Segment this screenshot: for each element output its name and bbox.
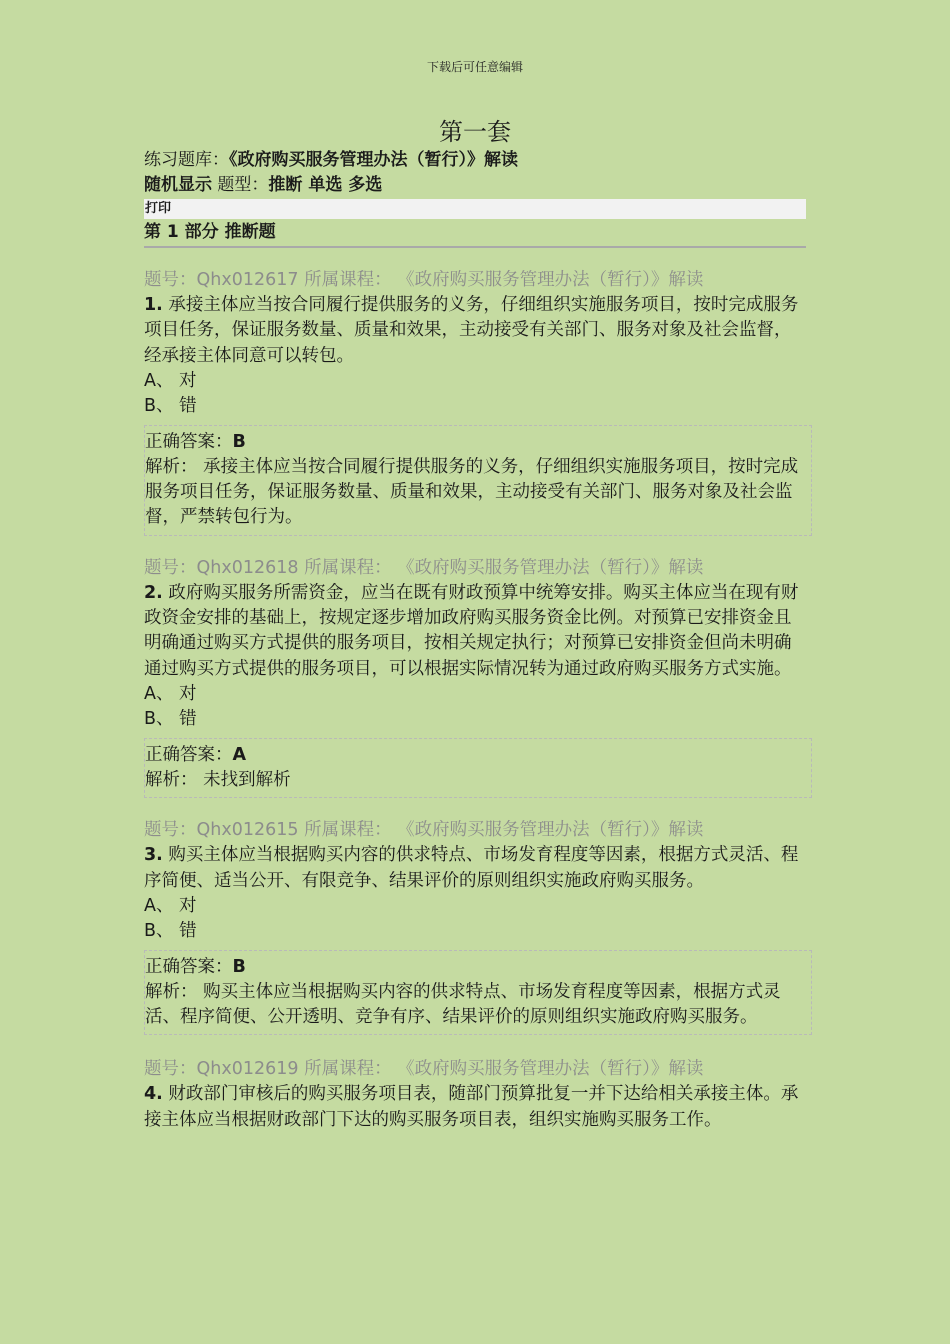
random-mode-link[interactable]: 随机显示 xyxy=(144,175,212,195)
question-body: 承接主体应当按合同履行提供服务的义务，仔细组织实施服务项目，按时完成服务项目任务，保证服务数量、质量和效果，主动接受有关部门、服务对象及社会监督，经承接主体同意可以转包。 xyxy=(144,295,799,366)
question-text xyxy=(144,581,806,682)
question-text xyxy=(144,1082,806,1133)
question-meta: 题号：Qhx012619 所属课程： 《政府购买服务管理办法（暂行）》解读 xyxy=(144,1059,704,1080)
question-item xyxy=(144,1057,806,1133)
option-b[interactable]: B、 错 xyxy=(144,920,197,941)
option-a[interactable]: A、 对 xyxy=(144,895,197,916)
answer-line xyxy=(145,430,811,455)
answer-line xyxy=(145,743,811,768)
analysis-text: 未找到解析 xyxy=(203,769,291,790)
analysis-text: 承接主体应当按合同履行提供服务的义务，仔细组织实施服务项目，按时完成服务项目任务，保证服务数量、质量和效果，主动接受有关部门、服务对象及社会监督，严禁转包行为。 xyxy=(145,456,799,528)
question-text xyxy=(144,843,806,894)
answer-label: 正确答案： xyxy=(145,956,233,977)
mode-line xyxy=(144,173,806,198)
question-meta: 题号：Qhx012615 所属课程： 《政府购买服务管理办法（暂行）》解读 xyxy=(144,820,704,841)
question-body: 购买主体应当根据购买内容的供求特点、市场发育程度等因素，根据方式灵活、程序简便、适当公开、有限竞争、结果评价的原则组织实施政府购买服务。 xyxy=(144,845,799,891)
type-options[interactable]: 推断 单选 多选 xyxy=(268,175,383,195)
question-number: 3. xyxy=(144,845,163,866)
answer-label: 正确答案： xyxy=(145,431,233,452)
analysis-label: 解析： xyxy=(145,769,198,790)
question-meta: 题号：Qhx012618 所属课程： 《政府购买服务管理办法（暂行）》解读 xyxy=(144,557,704,578)
question-number: 2. xyxy=(144,582,163,603)
question-item xyxy=(144,268,806,536)
option-a[interactable]: A、 对 xyxy=(144,683,197,704)
content xyxy=(144,116,806,1133)
question-item xyxy=(144,556,806,798)
analysis-text: 购买主体应当根据购买内容的供求特点、市场发育程度等因素，根据方式灵活、程序简便、公开透明、竞争有序、结果评价的原则组织实施政府购买服务。 xyxy=(145,981,781,1028)
analysis xyxy=(145,455,811,531)
header-note: 下载后可任意编辑 xyxy=(426,60,523,74)
bank-prefix: 练习题库： xyxy=(144,150,229,170)
answer-value: A xyxy=(232,744,247,765)
answer-label: 正确答案： xyxy=(145,744,233,765)
analysis-label: 解析： xyxy=(145,981,198,1002)
answer-line xyxy=(145,955,811,980)
question-number: 4. xyxy=(144,1084,163,1105)
option-a[interactable]: A、 对 xyxy=(144,370,197,391)
question-item xyxy=(144,818,806,1035)
question-meta: 题号：Qhx012617 所属课程： 《政府购买服务管理办法（暂行）》解读 xyxy=(144,270,704,290)
question-body: 财政部门审核后的购买服务项目表，随部门预算批复一并下达给相关承接主体。承接主体应当根据财政部门下达的购买服务项目表，组织实施购买服务工作。 xyxy=(144,1084,799,1130)
type-label: 题型： xyxy=(217,175,269,195)
bank-name: 《政府购买服务管理办法（暂行）》解读 xyxy=(229,150,518,170)
print-button[interactable]: 打印 xyxy=(144,199,806,219)
answer-box xyxy=(144,738,812,798)
answer-box xyxy=(144,950,812,1036)
question-body: 政府购买服务所需资金，应当在既有财政预算中统筹安排。购买主体应当在现有财政资金安排的基础上，按规定逐步增加政府购买服务资金比例。对预算已安排资金且明确通过购买方式提供的服务项目，按相关规定执行；对预算已安排资金但尚未明确通过购买方式提供的服务项目，可以根据实际情况转为通过政府购买服务方式实施。 xyxy=(144,582,799,679)
analysis xyxy=(145,768,811,793)
answer-value: B xyxy=(232,956,246,977)
page-title: 第一套 xyxy=(439,118,511,146)
option-b[interactable]: B、 错 xyxy=(144,395,197,416)
bank-line xyxy=(144,148,806,173)
question-text xyxy=(144,293,806,369)
analysis xyxy=(145,980,811,1031)
section-heading: 第 1 部分 推断题 xyxy=(144,219,806,248)
answer-value: B xyxy=(232,431,246,452)
option-b[interactable]: B、 错 xyxy=(144,708,197,729)
answer-box xyxy=(144,425,812,536)
question-number: 1. xyxy=(144,295,163,315)
analysis-label: 解析： xyxy=(145,456,198,477)
